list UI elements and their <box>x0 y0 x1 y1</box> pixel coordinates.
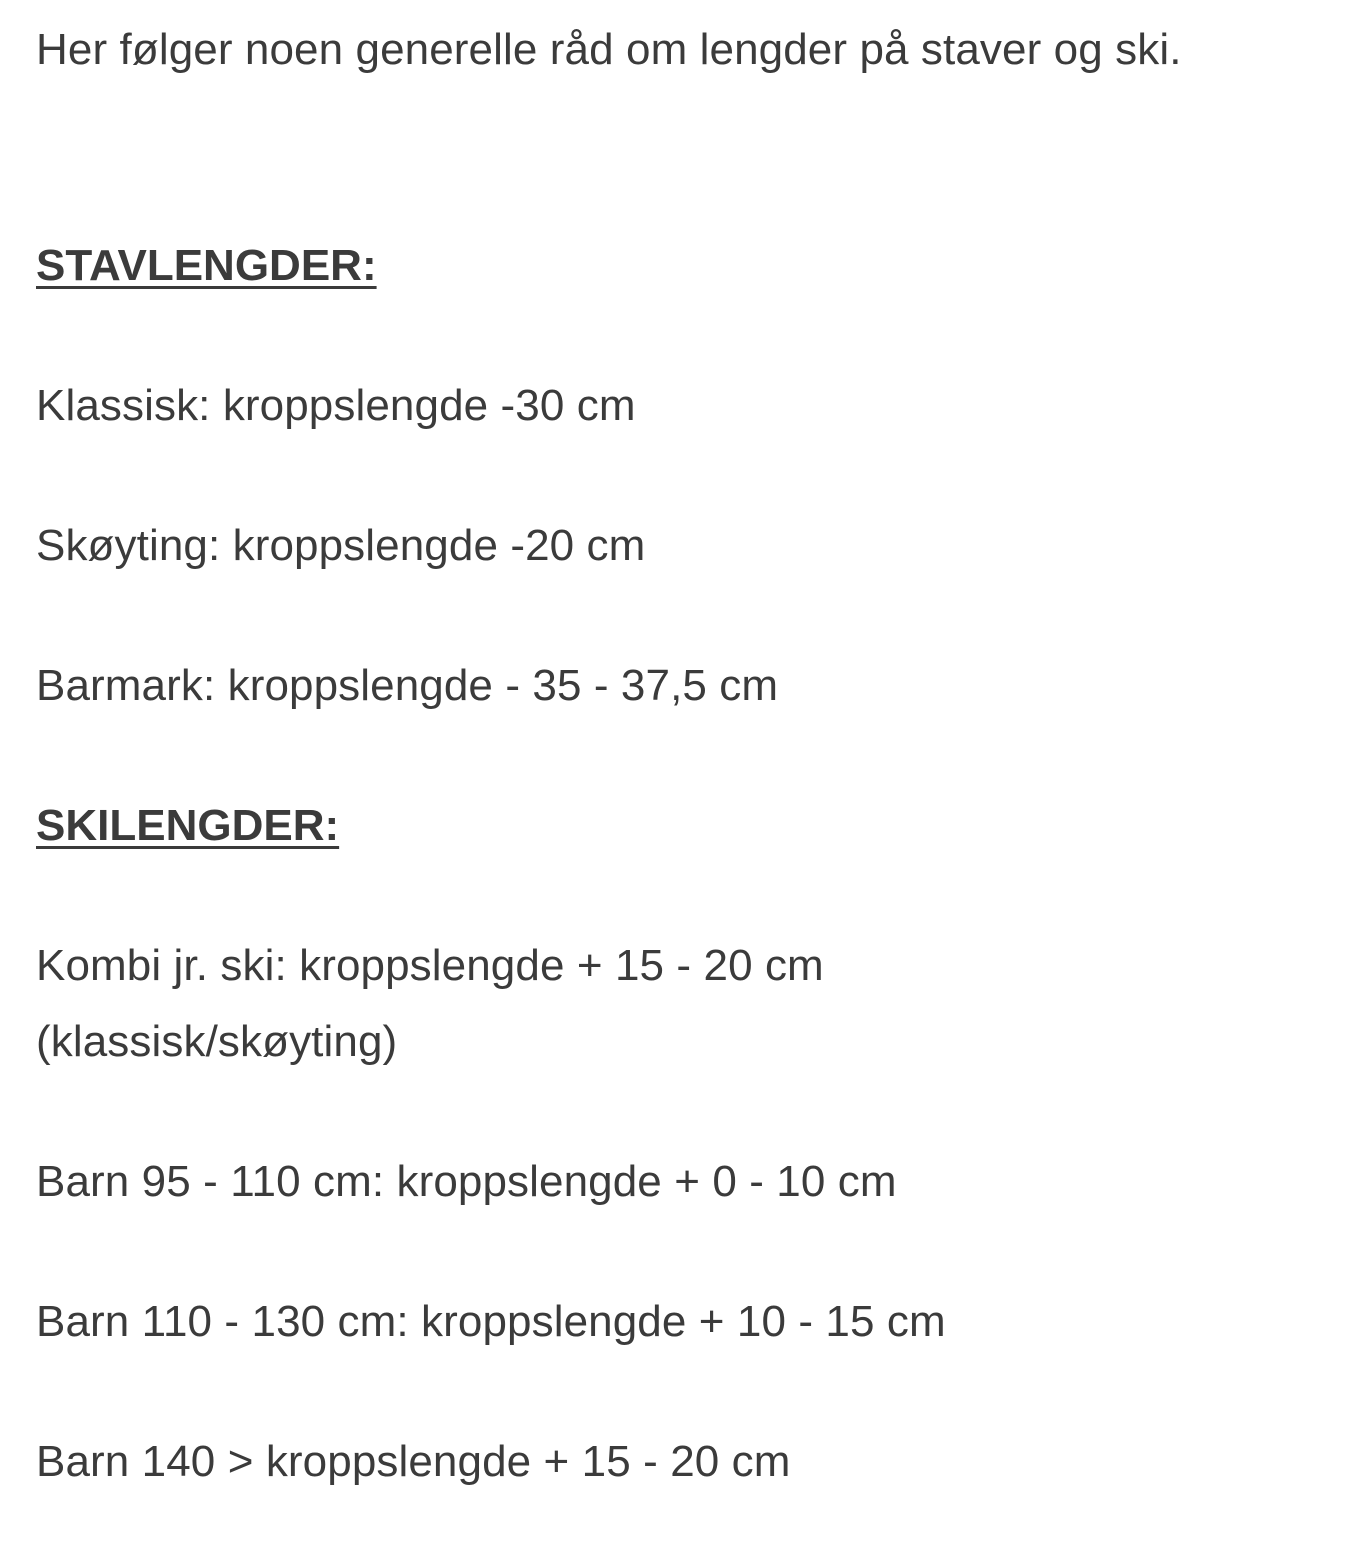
pole-length-skating: Skøyting: kroppslengde -20 cm <box>36 521 646 570</box>
ski-length-children-110-130: Barn 110 - 130 cm: kroppslengde + 10 - 15 cm <box>36 1297 946 1346</box>
ski-length-children-140: Barn 140 > kroppslengde + 15 - 20 cm <box>36 1437 791 1486</box>
ski-length-combi-junior: Kombi jr. ski: kroppslengde + 15 - 20 cm (klassisk/skøyting) <box>36 941 824 1066</box>
ski-length-children-95-110: Barn 95 - 110 cm: kroppslengde + 0 - 10 cm <box>36 1157 897 1206</box>
pole-lengths-heading: STAVLENGDER: <box>36 241 377 290</box>
pole-length-classic: Klassisk: kroppslengde -30 cm <box>36 381 636 430</box>
intro-paragraph: Her følger noen generelle råd om lengder på staver og ski. <box>36 25 1182 74</box>
pole-length-dryland: Barmark: kroppslengde - 35 - 37,5 cm <box>36 661 779 710</box>
ski-lengths-heading: SKILENGDER: <box>36 801 340 850</box>
